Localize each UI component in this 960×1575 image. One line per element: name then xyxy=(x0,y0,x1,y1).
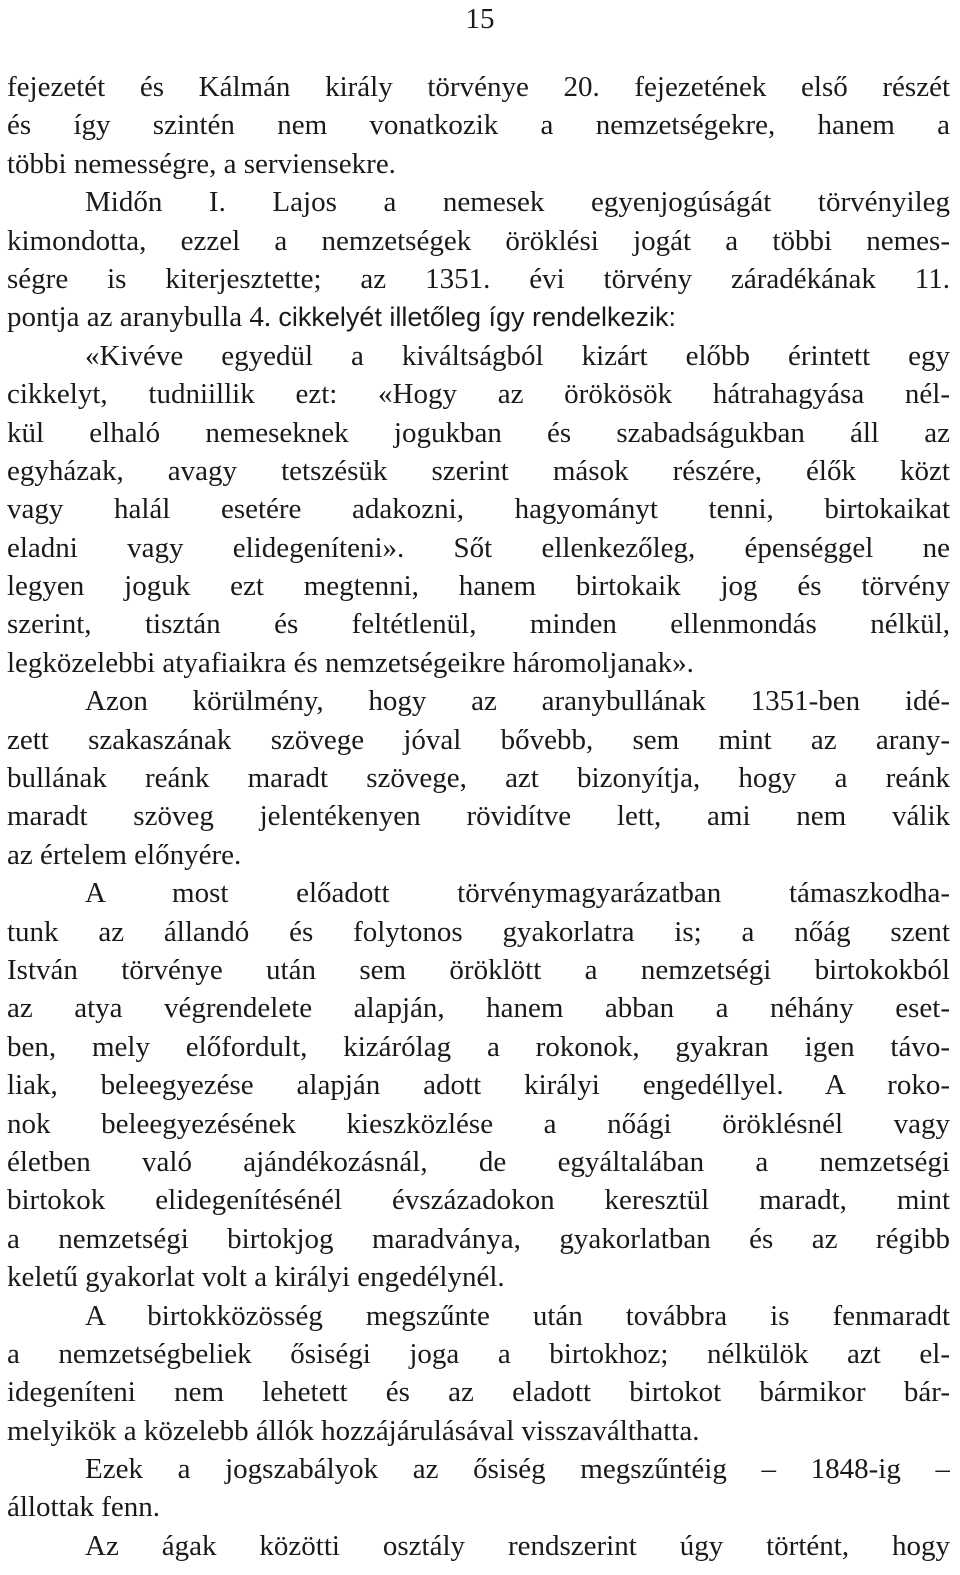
document-body xyxy=(7,68,950,1565)
text-line: maradt szöveg jelentékenyen rövidítve lett, ami nem válik xyxy=(7,800,950,833)
text-line: melyikök a közelebb állók hozzájárulásával visszaválthatta. xyxy=(7,1414,700,1447)
text-line: Midőn I. Lajos a nemesek egyenjogúságát törvényileg xyxy=(85,186,950,219)
text-line: fejezetét és Kálmán király törvénye 20. fejezetének első részét xyxy=(7,71,950,103)
text-line: tunk az állandó és folytonos gyakorlatra is; a nőág szent xyxy=(7,915,950,948)
text-line: Azon körülmény, hogy az aranybullának 1351-ben idé- xyxy=(85,685,950,718)
text-line-mixed xyxy=(7,298,950,336)
text-line: életben való ajándékozásnál, de egyáltalában a nemzetségi xyxy=(7,1145,950,1178)
text-line: keletű gyakorlat volt a királyi engedélynél. xyxy=(7,1261,505,1294)
text-line: legyen joguk ezt megtenni, hanem birtokaik jog és törvény xyxy=(7,570,950,603)
text-line: A birtokközösség megszűnte után továbbra is fenmaradt xyxy=(85,1299,950,1332)
text-line: bullának reánk maradt szövege, azt bizonyítja, hogy a reánk xyxy=(7,762,950,795)
text-line: és így szintén nem vonatkozik a nemzetségekre, hanem a xyxy=(7,109,950,142)
text-line: birtokok elidegenítésénél évszázadokon keresztül maradt, mint xyxy=(7,1184,950,1217)
text-line: eladni vagy elidegeníteni». Sőt ellenkezőleg, épenséggel ne xyxy=(7,531,950,564)
text-line: liak, beleegyezése alapján adott királyi engedéllyel. A roko- xyxy=(7,1069,950,1102)
text-line: egyházak, avagy tetszésük szerint mások részére, élők közt xyxy=(7,454,950,487)
text-line: cikkelyt, tudniillik ezt: «Hogy az örökösök hátrahagyása nél- xyxy=(7,378,950,411)
text-line: István törvénye után sem öröklött a nemzetségi birtokokból xyxy=(7,953,950,986)
text-line: A most előadott törvénymagyarázatban támaszkodha- xyxy=(85,877,950,910)
text-line: az értelem előnyére. xyxy=(7,838,242,871)
text-line: «Kivéve egyedül a kiváltságból kizárt előbb érintett egy xyxy=(85,339,950,372)
text-line: a nemzetségi birtokjog maradványa, gyakorlatban és az régibb xyxy=(7,1222,950,1255)
page-number: 15 xyxy=(465,3,495,35)
text-line: legközelebbi atyafiaikra és nemzetségeikre háromoljanak». xyxy=(7,646,694,679)
text-line: idegeníteni nem lehetett és az eladott birtokot bármikor bár- xyxy=(7,1376,950,1409)
text-line: zett szakaszának szövege jóval bővebb, sem mint az arany- xyxy=(7,723,950,756)
text-line: Ezek a jogszabályok az ősiség megszűntéig – 1848-ig – xyxy=(85,1453,950,1486)
text-line: ségre is kiterjesztette; az 1351. évi törvény záradékának 11. xyxy=(7,262,950,295)
text-line: az atya végrendelete alapján, hanem abban a néhány eset- xyxy=(7,992,950,1025)
text-line: állottak fenn. xyxy=(7,1491,161,1524)
text-line: kimondotta, ezzel a nemzetségek öröklési jogát a többi nemes- xyxy=(7,224,950,257)
text-line: nok beleegyezésének kieszközlése a nőági öröklésnél vagy xyxy=(7,1107,950,1140)
text-line: a nemzetségbeliek ősiségi joga a birtokhoz; nélkülök azt el- xyxy=(7,1337,950,1370)
text-line: Az ágak közötti osztály rendszerint úgy történt, hogy xyxy=(85,1529,950,1562)
text-line: ben, mely előfordult, kizárólag a rokonok, gyakran igen távo- xyxy=(7,1030,950,1063)
text-line: szerint, tisztán és feltétlenül, minden ellenmondás nélkül, xyxy=(7,608,950,641)
text-fragment: cikkelyét illetőleg így rendelkezik: xyxy=(278,302,677,333)
text-fragment: pontja az aranybulla 4. xyxy=(7,301,272,334)
text-line: többi nemességre, a serviensekre. xyxy=(7,147,396,180)
text-line: vagy halál esetére adakozni, hagyományt tenni, birtokaikat xyxy=(7,493,950,526)
text-line: kül elhaló nemeseknek jogukban és szabadságukban áll az xyxy=(7,416,950,449)
